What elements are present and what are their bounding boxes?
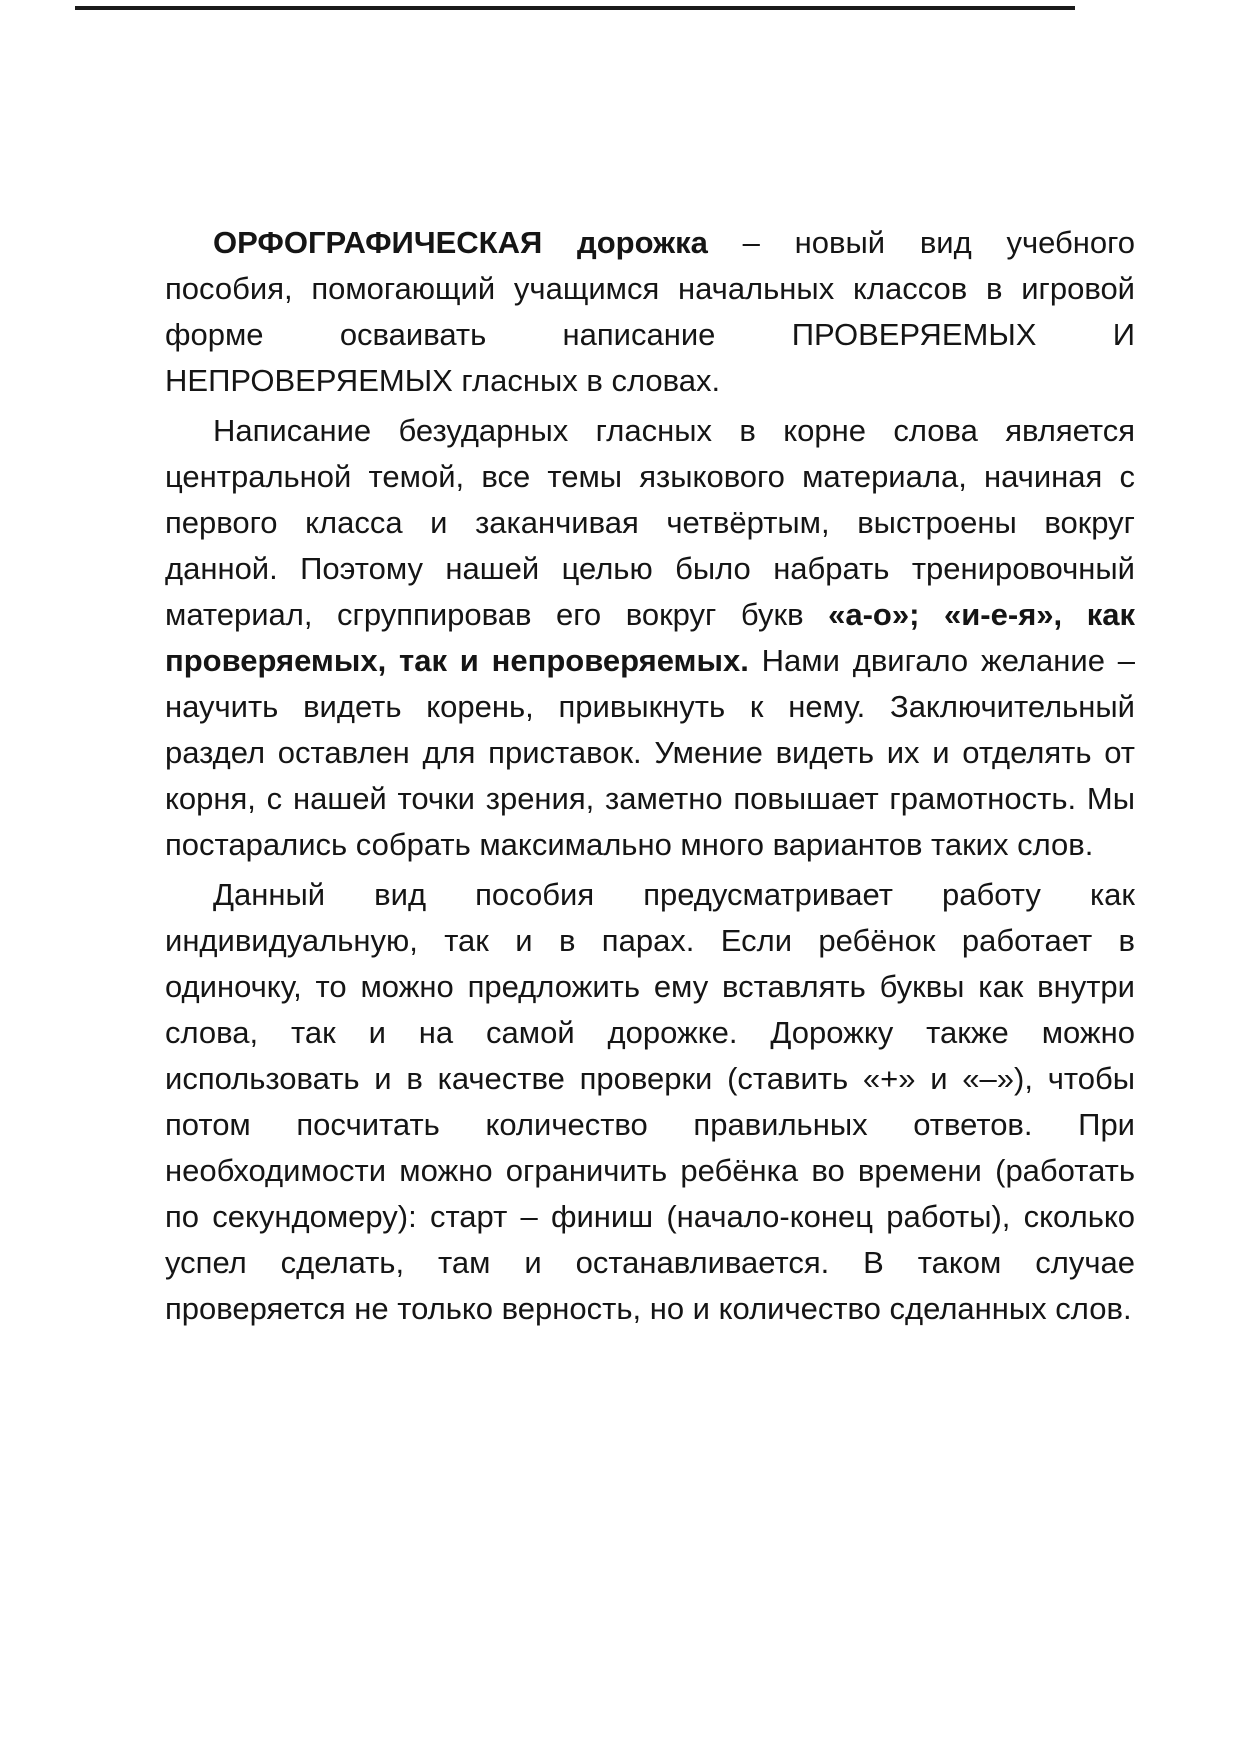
- paragraph-intro: [165, 220, 1135, 404]
- paragraph-usage: [165, 872, 1135, 1332]
- top-rule: [75, 6, 1075, 10]
- goal-letters-emphasis: «а-о»; «и-е-я», как проверяемых, так и непроверяемых.: [165, 597, 1135, 678]
- paragraph-goal: [165, 408, 1135, 868]
- usage-text: Данный вид пособия предусматривает работу как индивидуальную, так и в парах. Если ребёнок работает в одиночку, то можно предложить ему вставлять буквы как внутри слова, так и на самой дорожке. Дорожку также можно использовать и в качестве проверки (ставить «+» и «–»), чтобы потом посчитать количество правильных ответов. При необходимости можно ограничить ребёнка во времени (работать по секундомеру): старт – финиш (начало-конец работы), сколько успел сделать, там и останавливается. В таком случае проверяется не только верность, но и количество сделанных слов.: [165, 877, 1135, 1326]
- intro-text: – новый вид учебного пособия, помогающий учащимся начальных классов в игровой форме осваивать написание ПРОВЕРЯЕМЫХ И НЕПРОВЕРЯЕМЫХ гласных в словах.: [165, 225, 1135, 398]
- body-text: [165, 220, 1135, 1336]
- intro-title: ОРФОГРАФИЧЕСКАЯ дорожка: [213, 225, 708, 260]
- goal-text-end: Нами двигало желание – научить видеть корень, привыкнуть к нему. Заключительный раздел оставлен для приставок. Умение видеть их и отделять от корня, с нашей точки зрения, заметно повышает грамотность. Мы постарались собрать максимально много вариантов таких слов.: [165, 643, 1135, 862]
- goal-text-start: Написание безударных гласных в корне слова является центральной темой, все темы языкового материала, начиная с первого класса и заканчивая четвёртым, выстроены вокруг данной. Поэтому нашей целью было набрать тренировочный материал, сгруппировав его вокруг букв: [165, 413, 1135, 632]
